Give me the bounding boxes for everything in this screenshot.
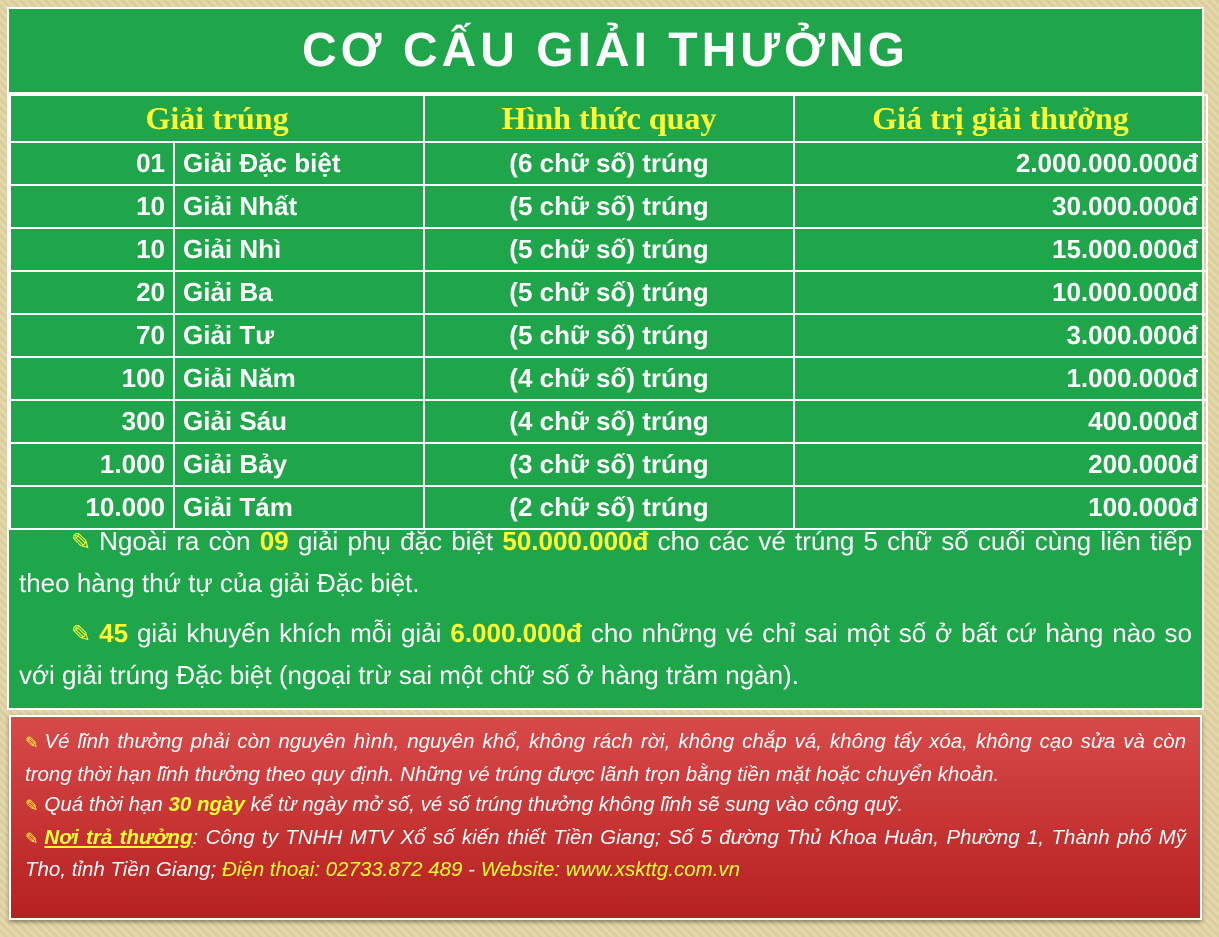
prize-name: Giải Tư bbox=[174, 314, 424, 357]
prize-mode: (5 chữ số) trúng bbox=[424, 271, 794, 314]
rule-payout-location: ✎ Nơi trả thưởng: Công ty TNHH MTV Xổ số kiến thiết Tiền Giang; Số 5 đường Thủ Khoa Huân, Phường 1, Thành phố Mỹ Tho, tỉnh Tiền Giang; Điện thoại: 02733.872 489 - Website: www.xskttg.com.vn bbox=[25, 825, 1187, 881]
prize-value: 2.000.000.000đ bbox=[794, 142, 1207, 185]
prize-value: 15.000.000đ bbox=[794, 228, 1207, 271]
prize-count: 100 bbox=[10, 357, 174, 400]
extra-prizes-notes bbox=[9, 509, 1202, 705]
header-value: Giá trị giải thưởng bbox=[794, 95, 1207, 142]
prize-mode: (4 chữ số) trúng bbox=[424, 357, 794, 400]
table-row bbox=[10, 185, 1207, 228]
prize-mode: (6 chữ số) trúng bbox=[424, 142, 794, 185]
prize-count: 10 bbox=[10, 185, 174, 228]
table-row bbox=[10, 271, 1207, 314]
table-row bbox=[10, 142, 1207, 185]
rules-panel bbox=[9, 715, 1202, 920]
prize-mode: (5 chữ số) trúng bbox=[424, 228, 794, 271]
prize-mode: (2 chữ số) trúng bbox=[424, 486, 794, 529]
prize-mode: (5 chữ số) trúng bbox=[424, 185, 794, 228]
prize-count: 300 bbox=[10, 400, 174, 443]
prize-name: Giải Nhất bbox=[174, 185, 424, 228]
page-title: CƠ CẤU GIẢI THƯỞNG bbox=[9, 9, 1202, 94]
prize-table bbox=[9, 94, 1208, 530]
prize-name: Giải Tám bbox=[174, 486, 424, 529]
prize-value: 1.000.000đ bbox=[794, 357, 1207, 400]
prize-name: Giải Đặc biệt bbox=[174, 142, 424, 185]
prize-value: 400.000đ bbox=[794, 400, 1207, 443]
note2-count: 45 bbox=[99, 618, 129, 648]
table-row bbox=[10, 314, 1207, 357]
pencil-icon: ✎ bbox=[25, 830, 39, 848]
prize-name: Giải Nhì bbox=[174, 228, 424, 271]
header-mode: Hình thức quay bbox=[424, 95, 794, 142]
prize-name: Giải Năm bbox=[174, 357, 424, 400]
prize-value: 10.000.000đ bbox=[794, 271, 1207, 314]
payout-label: Nơi trả thưởng bbox=[44, 825, 193, 849]
prize-value: 100.000đ bbox=[794, 486, 1207, 529]
note-encouragement: ✎ 45 giải khuyến khích mỗi giải 6.000.000đ cho những vé chỉ sai một số ở bất cứ hàng nào so với giải trúng Đặc biệt (ngoại trừ sai một chữ số ở hàng trăm ngàn). bbox=[19, 613, 1192, 695]
pen-icon: ✎ bbox=[71, 621, 92, 648]
note1-amount: 50.000.000đ bbox=[502, 526, 649, 556]
header-prize: Giải trúng bbox=[10, 95, 424, 142]
table-row bbox=[10, 357, 1207, 400]
rule-ticket-condition: ✎ Vé lĩnh thưởng phải còn nguyên hình, nguyên khổ, không rách rời, không chắp vá, không tẩy xóa, không cạo sửa và còn trong thời hạn lĩnh thưởng theo quy định. Những vé trúng được lãnh trọn bằng tiền mặt hoặc chuyển khoản. bbox=[25, 730, 1186, 786]
rule-expiry: ✎ Quá thời hạn 30 ngày kể từ ngày mở số, vé số trúng thưởng không lĩnh sẽ sung vào công quỹ. bbox=[25, 793, 904, 816]
table-row bbox=[10, 228, 1207, 271]
pencil-icon: ✎ bbox=[25, 735, 39, 752]
table-header-row bbox=[10, 95, 1207, 142]
prize-name: Giải Bảy bbox=[174, 443, 424, 486]
prize-count: 01 bbox=[10, 142, 174, 185]
phone-number: Điện thoại: 02733.872 489 bbox=[221, 858, 463, 881]
pencil-icon: ✎ bbox=[25, 798, 39, 815]
note1-count: 09 bbox=[259, 526, 289, 556]
note2-amount: 6.000.000đ bbox=[450, 618, 582, 648]
prize-count: 10.000 bbox=[10, 486, 174, 529]
prize-value: 200.000đ bbox=[794, 443, 1207, 486]
note-special-consolation: ✎ Ngoài ra còn 09 giải phụ đặc biệt 50.000.000đ cho các vé trúng 5 chữ số cuối cùng liên tiếp theo hàng thứ tự của giải Đặc biệt. bbox=[19, 521, 1192, 603]
expiry-days: 30 ngày bbox=[168, 793, 245, 816]
prize-count: 1.000 bbox=[10, 443, 174, 486]
prize-value: 30.000.000đ bbox=[794, 185, 1207, 228]
table-row bbox=[10, 400, 1207, 443]
prize-mode: (4 chữ số) trúng bbox=[424, 400, 794, 443]
prize-value: 3.000.000đ bbox=[794, 314, 1207, 357]
website-link[interactable]: Website: www.xskttg.com.vn bbox=[480, 858, 741, 881]
prize-count: 70 bbox=[10, 314, 174, 357]
prize-mode: (3 chữ số) trúng bbox=[424, 443, 794, 486]
pen-icon: ✎ bbox=[71, 529, 92, 556]
prize-count: 20 bbox=[10, 271, 174, 314]
prize-name: Giải Sáu bbox=[174, 400, 424, 443]
prize-count: 10 bbox=[10, 228, 174, 271]
prize-name: Giải Ba bbox=[174, 271, 424, 314]
table-row bbox=[10, 443, 1207, 486]
prize-structure-panel bbox=[7, 7, 1204, 710]
prize-mode: (5 chữ số) trúng bbox=[424, 314, 794, 357]
